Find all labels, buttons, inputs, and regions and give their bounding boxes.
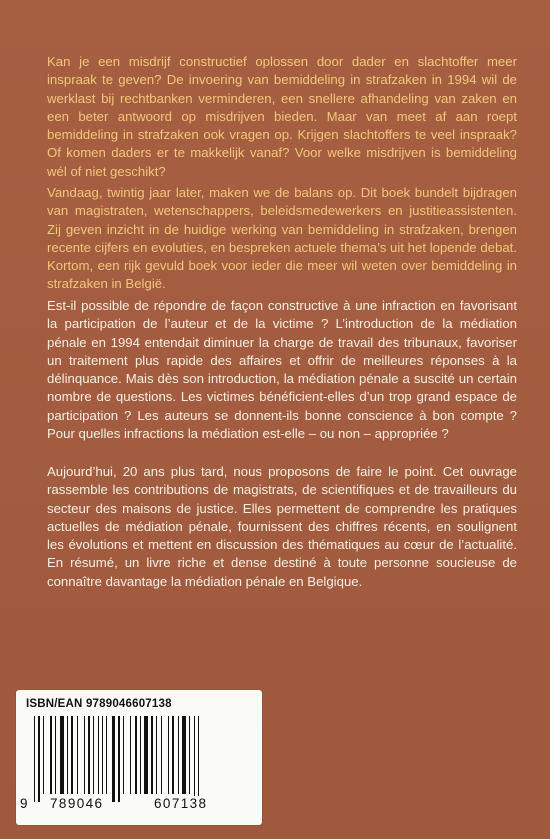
blurb-paragraph-fr-1: Est-il possible de répondre de façon constructive à une infraction en favorisant la participation de l’auteur et de la victime ? L’introduction de la médiation pénale en 1994 entendait diminuer la charge de travail des tribunaux, favoriser un traitement plus rapide des affaires et offrir de meilleures réponses à la délinquance. Mais dès son introduction, la médiation pénale a suscité un certain nombre de questions. Les victimes bénéficient-elles d’un trop grand espace de participation ? Les auteurs se donnent-ils bonne conscience à bon compte ? Pour quelles infractions la médiation est-elle – ou non – appropriée ? bbox=[47, 298, 517, 442]
barcode-bar bbox=[55, 716, 56, 794]
barcode-bar bbox=[38, 716, 40, 802]
barcode-bar bbox=[34, 716, 35, 802]
barcode-bar bbox=[130, 716, 131, 794]
barcode-bar bbox=[168, 716, 169, 794]
barcode-bar bbox=[194, 716, 195, 802]
barcode-bar bbox=[112, 716, 115, 802]
barcode-bar bbox=[43, 716, 44, 794]
barcode-bar bbox=[198, 716, 199, 802]
isbn-text: ISBN/EAN 9789046607138 bbox=[26, 698, 172, 710]
barcode-bar bbox=[118, 716, 120, 802]
barcode-icon bbox=[34, 716, 252, 802]
barcode-bar bbox=[67, 716, 68, 794]
barcode-bar bbox=[151, 716, 153, 794]
barcode-bar bbox=[140, 716, 141, 794]
barcode-bar bbox=[106, 716, 107, 794]
barcode-bar bbox=[135, 716, 137, 794]
barcode-bar bbox=[71, 716, 73, 794]
barcode-bar bbox=[144, 716, 147, 794]
barcode-bar bbox=[102, 716, 103, 794]
barcode-bar bbox=[77, 716, 78, 794]
barcode-digit-group-2: 607138 bbox=[150, 796, 211, 811]
blurb-paragraph-nl-1: Kan je een misdrijf constructief oplossen door dader en slachtoffer meer inspraak te geven? De invoering van bemiddeling in strafzaken in 1994 wil de werklast bij rechtbanken verminderen, een snellere afhandeling van zaken en een beter antwoord op misdrijven bieden. Maar van meet af aan roept bemiddeling in strafzaken ook vragen op. Krijgen slachtoffers te veel inspraak? Of komen daders er te makkelijk vanaf? Voor welke misdrijven is bemiddeling wél of niet geschikt? bbox=[47, 54, 517, 179]
isbn-barcode-label bbox=[16, 690, 262, 825]
barcode-bar bbox=[84, 716, 85, 794]
barcode-bar bbox=[88, 716, 90, 794]
barcode-bar bbox=[172, 716, 174, 794]
barcode-bar bbox=[156, 716, 157, 794]
barcode-bar bbox=[60, 716, 63, 794]
barcode-digit-group-1: 789046 bbox=[46, 796, 107, 811]
blurb-paragraph-fr-2: Aujourd’hui, 20 ans plus tard, nous proposons de faire le point. Cet ouvrage rassemble les contributions de magistrats, de scientifiques et de travailleurs du secteur des maisons de justice. Elles permettent de comprendre les pratiques actuelles de médiation pénale, fournissent des chiffres récents, en soulignent les évolutions et mettent en discussion des thématiques au cœur de l’actualité. En résumé, un livre riche et dense destiné à toute personne soucieuse de connaître davantage la médiation pénale en Belgique. bbox=[47, 464, 517, 589]
barcode-bar bbox=[178, 716, 179, 794]
barcode-bar bbox=[93, 716, 94, 794]
blurb-paragraph-nl-2: Vandaag, twintig jaar later, maken we de balans op. Dit boek bundelt bijdragen van magistraten, wetenschappers, beleidsmedewerkers en justitieassistenten. Zij geven inzicht in de huidige werking van bemiddeling in strafzaken, brengen recente cijfers en evoluties, en bespreken actuele thema’s uit het lopende debat. Kortom, een rijk gevuld boek voor ieder die meer wil weten over bemiddeling in strafzaken in België. bbox=[47, 185, 517, 292]
barcode-digit-first: 9 bbox=[20, 796, 29, 811]
barcode-bar bbox=[189, 716, 190, 794]
barcode-bar bbox=[161, 716, 162, 794]
barcode-bar bbox=[182, 716, 185, 794]
barcode-bar bbox=[123, 716, 124, 794]
barcode-bar bbox=[50, 716, 52, 794]
barcode-bar bbox=[98, 716, 99, 794]
